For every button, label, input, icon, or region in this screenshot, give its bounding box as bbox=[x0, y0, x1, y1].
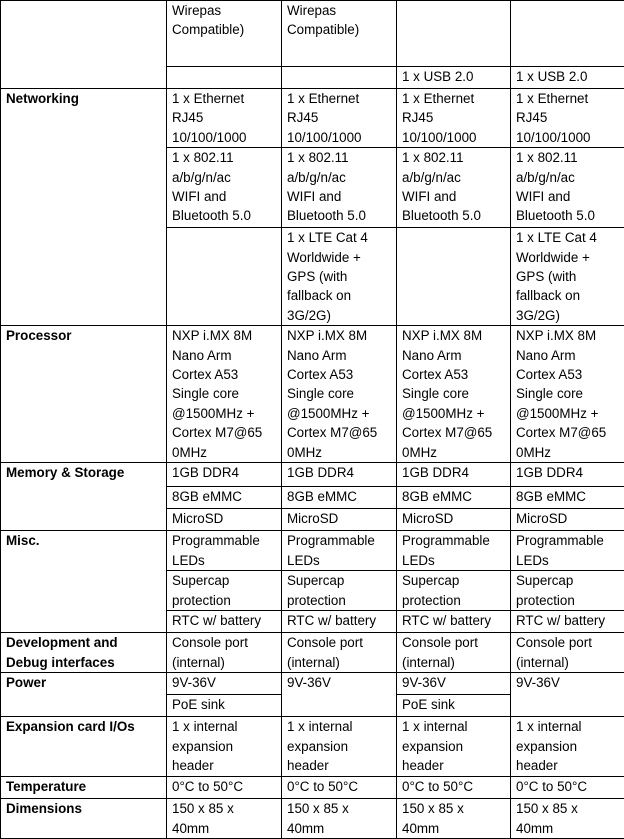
spec-cell-networking: 1 x 802.11 a/b/g/n/ac WIFI and Bluetooth 5.0 bbox=[282, 148, 397, 228]
spec-cell-top bbox=[511, 1, 624, 67]
spec-cell-top: 1 x USB 2.0 bbox=[511, 67, 624, 89]
spec-cell-top bbox=[282, 67, 397, 89]
spec-cell-top: Wirepas Compatible) bbox=[167, 1, 282, 67]
spec-cell-misc: RTC w/ battery bbox=[397, 611, 511, 633]
spec-cell-memory: 8GB eMMC bbox=[397, 487, 511, 509]
spec-cell-memory: MicroSD bbox=[167, 509, 282, 531]
spec-cell-power: 9V-36V bbox=[511, 673, 624, 717]
spec-cell-top: 1 x USB 2.0 bbox=[397, 67, 511, 89]
spec-cell-debug: Console port (internal) bbox=[397, 633, 511, 673]
spec-cell-temperature: 0°C to 50°C bbox=[167, 777, 282, 799]
spec-cell-processor: NXP i.MX 8M Nano Arm Cortex A53 Single core @1500MHz + Cortex M7@65 0MHz bbox=[511, 326, 624, 463]
spec-cell-power: PoE sink bbox=[397, 695, 511, 717]
spec-cell-top bbox=[397, 1, 511, 67]
spec-cell-networking: 1 x Ethernet RJ45 10/100/1000 bbox=[167, 89, 282, 148]
table-row bbox=[1, 1, 624, 67]
spec-cell-networking bbox=[167, 228, 282, 326]
spec-cell-processor: NXP i.MX 8M Nano Arm Cortex A53 Single core @1500MHz + Cortex M7@65 0MHz bbox=[167, 326, 282, 463]
spec-cell-memory: MicroSD bbox=[397, 509, 511, 531]
table-row bbox=[1, 799, 624, 839]
spec-cell-expansion: 1 x internal expansion header bbox=[511, 717, 624, 777]
spec-cell-temperature: 0°C to 50°C bbox=[282, 777, 397, 799]
spec-cell-networking: 1 x Ethernet RJ45 10/100/1000 bbox=[397, 89, 511, 148]
spec-cell-misc: Supercap protection bbox=[397, 571, 511, 611]
spec-cell-memory: 1GB DDR4 bbox=[167, 463, 282, 487]
spec-cell-processor: NXP i.MX 8M Nano Arm Cortex A53 Single core @1500MHz + Cortex M7@65 0MHz bbox=[282, 326, 397, 463]
table-row bbox=[1, 531, 624, 571]
spec-cell-expansion: 1 x internal expansion header bbox=[397, 717, 511, 777]
spec-cell-memory: 8GB eMMC bbox=[167, 487, 282, 509]
row-label-dimensions: Dimensions bbox=[1, 799, 167, 839]
row-label-memory: Memory & Storage bbox=[1, 463, 167, 531]
spec-cell-networking: 1 x LTE Cat 4 Worldwide + GPS (with fallback on 3G/2G) bbox=[282, 228, 397, 326]
spec-cell-misc: Programmable LEDs bbox=[397, 531, 511, 571]
spec-cell-dimensions: 150 x 85 x 40mm bbox=[282, 799, 397, 839]
spec-cell-dimensions: 150 x 85 x 40mm bbox=[511, 799, 624, 839]
spec-cell-misc: Programmable LEDs bbox=[282, 531, 397, 571]
spec-cell-memory: MicroSD bbox=[282, 509, 397, 531]
table-row bbox=[1, 673, 624, 695]
spec-cell-debug: Console port (internal) bbox=[511, 633, 624, 673]
spec-cell-memory: 1GB DDR4 bbox=[397, 463, 511, 487]
table-row bbox=[1, 463, 624, 487]
spec-cell-misc: RTC w/ battery bbox=[167, 611, 282, 633]
spec-cell-misc: Programmable LEDs bbox=[167, 531, 282, 571]
spec-cell-misc: RTC w/ battery bbox=[511, 611, 624, 633]
table-row bbox=[1, 717, 624, 777]
table-row bbox=[1, 326, 624, 463]
spec-cell-networking: 1 x Ethernet RJ45 10/100/1000 bbox=[511, 89, 624, 148]
spec-cell-temperature: 0°C to 50°C bbox=[511, 777, 624, 799]
spec-cell-memory: 8GB eMMC bbox=[511, 487, 624, 509]
spec-cell-power: PoE sink bbox=[167, 695, 282, 717]
spec-cell-misc: Supercap protection bbox=[282, 571, 397, 611]
row-label-debug: Development and Debug interfaces bbox=[1, 633, 167, 673]
spec-cell-debug: Console port (internal) bbox=[167, 633, 282, 673]
spec-cell-networking: 1 x 802.11 a/b/g/n/ac WIFI and Bluetooth 5.0 bbox=[167, 148, 282, 228]
row-label-top bbox=[1, 1, 167, 89]
spec-cell-misc: RTC w/ battery bbox=[282, 611, 397, 633]
spec-cell-expansion: 1 x internal expansion header bbox=[282, 717, 397, 777]
spec-cell-networking: 1 x LTE Cat 4 Worldwide + GPS (with fallback on 3G/2G) bbox=[511, 228, 624, 326]
table-row bbox=[1, 633, 624, 673]
spec-cell-memory: 1GB DDR4 bbox=[282, 463, 397, 487]
table-row bbox=[1, 89, 624, 148]
spec-cell-top bbox=[167, 67, 282, 89]
row-label-power: Power bbox=[1, 673, 167, 717]
spec-cell-misc: Supercap protection bbox=[167, 571, 282, 611]
spec-cell-memory: MicroSD bbox=[511, 509, 624, 531]
table-row bbox=[1, 777, 624, 799]
spec-table-body bbox=[1, 1, 624, 839]
spec-cell-misc: Programmable LEDs bbox=[511, 531, 624, 571]
row-label-misc: Misc. bbox=[1, 531, 167, 633]
spec-cell-expansion: 1 x internal expansion header bbox=[167, 717, 282, 777]
spec-cell-memory: 1GB DDR4 bbox=[511, 463, 624, 487]
spec-cell-networking: 1 x 802.11 a/b/g/n/ac WIFI and Bluetooth 5.0 bbox=[397, 148, 511, 228]
spec-cell-top: Wirepas Compatible) bbox=[282, 1, 397, 67]
spec-cell-temperature: 0°C to 50°C bbox=[397, 777, 511, 799]
spec-cell-power: 9V-36V bbox=[167, 673, 282, 695]
spec-cell-power: 9V-36V bbox=[282, 673, 397, 717]
row-label-expansion: Expansion card I/Os bbox=[1, 717, 167, 777]
spec-cell-networking bbox=[397, 228, 511, 326]
spec-cell-dimensions: 150 x 85 x 40mm bbox=[167, 799, 282, 839]
row-label-temperature: Temperature bbox=[1, 777, 167, 799]
spec-cell-processor: NXP i.MX 8M Nano Arm Cortex A53 Single core @1500MHz + Cortex M7@65 0MHz bbox=[397, 326, 511, 463]
spec-cell-misc: Supercap protection bbox=[511, 571, 624, 611]
row-label-networking: Networking bbox=[1, 89, 167, 326]
spec-cell-dimensions: 150 x 85 x 40mm bbox=[397, 799, 511, 839]
spec-cell-networking: 1 x 802.11 a/b/g/n/ac WIFI and Bluetooth 5.0 bbox=[511, 148, 624, 228]
spec-cell-networking: 1 x Ethernet RJ45 10/100/1000 bbox=[282, 89, 397, 148]
spec-cell-power: 9V-36V bbox=[397, 673, 511, 695]
spec-cell-memory: 8GB eMMC bbox=[282, 487, 397, 509]
row-label-processor: Processor bbox=[1, 326, 167, 463]
spec-cell-debug: Console port (internal) bbox=[282, 633, 397, 673]
